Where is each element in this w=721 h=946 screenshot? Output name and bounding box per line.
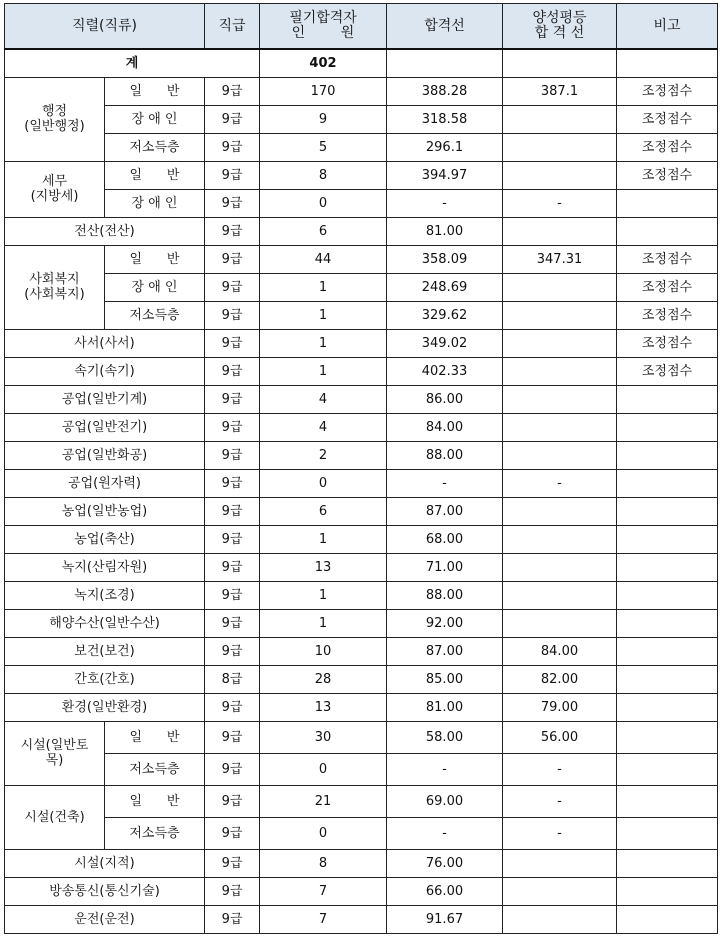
count-cell: 170 bbox=[260, 77, 387, 105]
count-cell: 0 bbox=[260, 469, 387, 497]
table-row bbox=[5, 357, 718, 385]
total-label: 계 bbox=[5, 49, 260, 77]
category-cell: 속기(속기) bbox=[5, 357, 205, 385]
total-row bbox=[5, 49, 718, 77]
equality-cell: 79.00 bbox=[503, 693, 617, 721]
count-cell: 10 bbox=[260, 637, 387, 665]
header-note: 비고 bbox=[617, 4, 718, 50]
table-row bbox=[5, 721, 718, 753]
category-cell: 장 애 인 bbox=[105, 105, 205, 133]
cutoff-cell: 296.1 bbox=[387, 133, 503, 161]
count-cell: 1 bbox=[260, 525, 387, 553]
cutoff-cell: 402.33 bbox=[387, 357, 503, 385]
grade-cell: 9급 bbox=[205, 905, 260, 933]
cutoff-cell: 92.00 bbox=[387, 609, 503, 637]
note-cell bbox=[617, 469, 718, 497]
equality-cell bbox=[503, 609, 617, 637]
grade-cell: 9급 bbox=[205, 301, 260, 329]
count-cell: 13 bbox=[260, 693, 387, 721]
note-cell bbox=[617, 721, 718, 753]
note-cell: 조정점수 bbox=[617, 161, 718, 189]
note-cell bbox=[617, 553, 718, 581]
table-row bbox=[5, 161, 718, 189]
grade-cell: 9급 bbox=[205, 217, 260, 245]
count-cell: 0 bbox=[260, 817, 387, 849]
equality-cell bbox=[503, 525, 617, 553]
table-row bbox=[5, 77, 718, 105]
category-cell: 저소득층 bbox=[105, 817, 205, 849]
table-row bbox=[5, 581, 718, 609]
table-row bbox=[5, 133, 718, 161]
table-row bbox=[5, 849, 718, 877]
equality-cell bbox=[503, 329, 617, 357]
equality-cell: 347.31 bbox=[503, 245, 617, 273]
equality-cell: 56.00 bbox=[503, 721, 617, 753]
note-cell bbox=[617, 525, 718, 553]
count-cell: 44 bbox=[260, 245, 387, 273]
equality-cell: 82.00 bbox=[503, 665, 617, 693]
results-table bbox=[4, 3, 718, 934]
count-cell: 6 bbox=[260, 497, 387, 525]
note-cell: 조정점수 bbox=[617, 105, 718, 133]
count-cell: 4 bbox=[260, 385, 387, 413]
table-row bbox=[5, 441, 718, 469]
total-empty-1 bbox=[387, 49, 503, 77]
count-cell: 6 bbox=[260, 217, 387, 245]
grade-cell: 9급 bbox=[205, 105, 260, 133]
category-cell: 저소득층 bbox=[105, 753, 205, 785]
equality-cell bbox=[503, 581, 617, 609]
table-row bbox=[5, 785, 718, 817]
grade-cell: 9급 bbox=[205, 441, 260, 469]
category-cell: 전산(전산) bbox=[5, 217, 205, 245]
note-cell: 조정점수 bbox=[617, 273, 718, 301]
grade-cell: 9급 bbox=[205, 553, 260, 581]
total-empty-2 bbox=[503, 49, 617, 77]
header-row bbox=[5, 4, 718, 50]
grade-cell: 9급 bbox=[205, 77, 260, 105]
table-row bbox=[5, 693, 718, 721]
count-cell: 30 bbox=[260, 721, 387, 753]
cutoff-cell: 394.97 bbox=[387, 161, 503, 189]
equality-cell bbox=[503, 441, 617, 469]
category-cell: 장 애 인 bbox=[105, 273, 205, 301]
equality-cell bbox=[503, 849, 617, 877]
category-cell: 녹지(조경) bbox=[5, 581, 205, 609]
table-row bbox=[5, 189, 718, 217]
grade-cell: 9급 bbox=[205, 413, 260, 441]
note-cell: 조정점수 bbox=[617, 133, 718, 161]
equality-cell: 84.00 bbox=[503, 637, 617, 665]
table-row bbox=[5, 469, 718, 497]
grade-cell: 9급 bbox=[205, 753, 260, 785]
cutoff-cell: 349.02 bbox=[387, 329, 503, 357]
cutoff-cell: 388.28 bbox=[387, 77, 503, 105]
note-cell: 조정점수 bbox=[617, 357, 718, 385]
note-cell: 조정점수 bbox=[617, 301, 718, 329]
equality-cell: - bbox=[503, 817, 617, 849]
cutoff-cell: - bbox=[387, 817, 503, 849]
table-row bbox=[5, 301, 718, 329]
count-cell: 1 bbox=[260, 581, 387, 609]
category-cell: 공업(원자력) bbox=[5, 469, 205, 497]
note-cell bbox=[617, 905, 718, 933]
grade-cell: 9급 bbox=[205, 357, 260, 385]
equality-cell: - bbox=[503, 753, 617, 785]
category-cell: 일 반 bbox=[105, 785, 205, 817]
note-cell bbox=[617, 753, 718, 785]
equality-cell: - bbox=[503, 785, 617, 817]
count-cell: 0 bbox=[260, 753, 387, 785]
header-passers bbox=[260, 4, 387, 50]
grade-cell: 9급 bbox=[205, 693, 260, 721]
grade-cell: 9급 bbox=[205, 817, 260, 849]
grade-cell: 9급 bbox=[205, 245, 260, 273]
category-cell: 공업(일반기계) bbox=[5, 385, 205, 413]
category-cell: 환경(일반환경) bbox=[5, 693, 205, 721]
table-row bbox=[5, 217, 718, 245]
cutoff-cell: 81.00 bbox=[387, 217, 503, 245]
count-cell: 9 bbox=[260, 105, 387, 133]
cutoff-cell: 88.00 bbox=[387, 581, 503, 609]
cutoff-cell: 91.67 bbox=[387, 905, 503, 933]
group-label: 시설(건축) bbox=[5, 785, 105, 849]
category-cell: 방송통신(통신기술) bbox=[5, 877, 205, 905]
count-cell: 1 bbox=[260, 273, 387, 301]
grade-cell: 9급 bbox=[205, 525, 260, 553]
cutoff-cell: 84.00 bbox=[387, 413, 503, 441]
category-cell: 농업(축산) bbox=[5, 525, 205, 553]
table-row bbox=[5, 753, 718, 785]
table-row bbox=[5, 553, 718, 581]
header-grade: 직급 bbox=[205, 4, 260, 50]
count-cell: 1 bbox=[260, 329, 387, 357]
equality-cell bbox=[503, 161, 617, 189]
cutoff-cell: 358.09 bbox=[387, 245, 503, 273]
note-cell bbox=[617, 693, 718, 721]
header-job-series: 직렬(직류) bbox=[5, 4, 205, 50]
note-cell bbox=[617, 217, 718, 245]
cutoff-cell: 86.00 bbox=[387, 385, 503, 413]
header-equality-line1: 양성평등 bbox=[532, 10, 587, 26]
category-cell: 간호(간호) bbox=[5, 665, 205, 693]
table-row bbox=[5, 329, 718, 357]
cutoff-cell: 88.00 bbox=[387, 441, 503, 469]
category-cell: 저소득층 bbox=[105, 133, 205, 161]
grade-cell: 9급 bbox=[205, 469, 260, 497]
category-cell: 공업(일반전기) bbox=[5, 413, 205, 441]
header-cutoff: 합격선 bbox=[387, 4, 503, 50]
category-cell: 농업(일반농업) bbox=[5, 497, 205, 525]
table-row bbox=[5, 817, 718, 849]
table-row bbox=[5, 385, 718, 413]
equality-cell bbox=[503, 273, 617, 301]
equality-cell: - bbox=[503, 469, 617, 497]
table-row bbox=[5, 413, 718, 441]
cutoff-cell: - bbox=[387, 469, 503, 497]
category-cell: 시설(지적) bbox=[5, 849, 205, 877]
note-cell bbox=[617, 189, 718, 217]
table-row bbox=[5, 105, 718, 133]
note-cell bbox=[617, 413, 718, 441]
group-label: 시설(일반토 목) bbox=[5, 721, 105, 785]
note-cell: 조정점수 bbox=[617, 245, 718, 273]
count-cell: 4 bbox=[260, 413, 387, 441]
grade-cell: 9급 bbox=[205, 877, 260, 905]
equality-cell bbox=[503, 385, 617, 413]
note-cell bbox=[617, 441, 718, 469]
cutoff-cell: - bbox=[387, 753, 503, 785]
note-cell: 조정점수 bbox=[617, 329, 718, 357]
note-cell bbox=[617, 849, 718, 877]
table-row bbox=[5, 497, 718, 525]
table-row bbox=[5, 245, 718, 273]
table-row bbox=[5, 609, 718, 637]
category-cell: 장 애 인 bbox=[105, 189, 205, 217]
count-cell: 7 bbox=[260, 905, 387, 933]
note-cell bbox=[617, 817, 718, 849]
grade-cell: 9급 bbox=[205, 161, 260, 189]
note-cell bbox=[617, 785, 718, 817]
equality-cell bbox=[503, 105, 617, 133]
count-cell: 21 bbox=[260, 785, 387, 817]
cutoff-cell: 248.69 bbox=[387, 273, 503, 301]
equality-cell bbox=[503, 497, 617, 525]
cutoff-cell: 329.62 bbox=[387, 301, 503, 329]
equality-cell bbox=[503, 877, 617, 905]
count-cell: 8 bbox=[260, 161, 387, 189]
equality-cell bbox=[503, 301, 617, 329]
note-cell bbox=[617, 877, 718, 905]
equality-cell bbox=[503, 413, 617, 441]
count-cell: 28 bbox=[260, 665, 387, 693]
note-cell bbox=[617, 637, 718, 665]
count-cell: 8 bbox=[260, 849, 387, 877]
category-cell: 일 반 bbox=[105, 77, 205, 105]
grade-cell: 9급 bbox=[205, 637, 260, 665]
equality-cell: 387.1 bbox=[503, 77, 617, 105]
table-row bbox=[5, 637, 718, 665]
header-passers-line1: 필기합격자 bbox=[289, 10, 357, 26]
note-cell bbox=[617, 665, 718, 693]
category-cell: 저소득층 bbox=[105, 301, 205, 329]
note-cell bbox=[617, 497, 718, 525]
header-equality-cutoff bbox=[503, 4, 617, 50]
cutoff-cell: 85.00 bbox=[387, 665, 503, 693]
grade-cell: 8급 bbox=[205, 665, 260, 693]
cutoff-cell: 318.58 bbox=[387, 105, 503, 133]
table-row bbox=[5, 877, 718, 905]
cutoff-cell: 58.00 bbox=[387, 721, 503, 753]
cutoff-cell: 69.00 bbox=[387, 785, 503, 817]
grade-cell: 9급 bbox=[205, 133, 260, 161]
note-cell bbox=[617, 609, 718, 637]
count-cell: 7 bbox=[260, 877, 387, 905]
header-passers-line2: 인 원 bbox=[291, 25, 355, 41]
table-row bbox=[5, 273, 718, 301]
category-cell: 일 반 bbox=[105, 721, 205, 753]
total-empty-3 bbox=[617, 49, 718, 77]
grade-cell: 9급 bbox=[205, 273, 260, 301]
count-cell: 1 bbox=[260, 301, 387, 329]
grade-cell: 9급 bbox=[205, 609, 260, 637]
grade-cell: 9급 bbox=[205, 849, 260, 877]
table-row bbox=[5, 905, 718, 933]
cutoff-cell: 68.00 bbox=[387, 525, 503, 553]
category-cell: 보건(보건) bbox=[5, 637, 205, 665]
group-label: 행정 (일반행정) bbox=[5, 77, 105, 161]
group-label: 사회복지 (사회복지) bbox=[5, 245, 105, 329]
equality-cell: - bbox=[503, 189, 617, 217]
grade-cell: 9급 bbox=[205, 785, 260, 817]
category-cell: 일 반 bbox=[105, 161, 205, 189]
category-cell: 공업(일반화공) bbox=[5, 441, 205, 469]
cutoff-cell: 81.00 bbox=[387, 693, 503, 721]
grade-cell: 9급 bbox=[205, 497, 260, 525]
note-cell: 조정점수 bbox=[617, 77, 718, 105]
table-row bbox=[5, 525, 718, 553]
category-cell: 운전(운전) bbox=[5, 905, 205, 933]
note-cell bbox=[617, 385, 718, 413]
count-cell: 1 bbox=[260, 609, 387, 637]
cutoff-cell: 87.00 bbox=[387, 497, 503, 525]
cutoff-cell: 76.00 bbox=[387, 849, 503, 877]
cutoff-cell: 71.00 bbox=[387, 553, 503, 581]
grade-cell: 9급 bbox=[205, 385, 260, 413]
grade-cell: 9급 bbox=[205, 581, 260, 609]
table-row bbox=[5, 665, 718, 693]
header-equality-line2: 합 격 선 bbox=[534, 25, 585, 41]
total-count: 402 bbox=[260, 49, 387, 77]
equality-cell bbox=[503, 553, 617, 581]
cutoff-cell: - bbox=[387, 189, 503, 217]
category-cell: 녹지(산림자원) bbox=[5, 553, 205, 581]
grade-cell: 9급 bbox=[205, 329, 260, 357]
cutoff-cell: 66.00 bbox=[387, 877, 503, 905]
equality-cell bbox=[503, 357, 617, 385]
grade-cell: 9급 bbox=[205, 189, 260, 217]
note-cell bbox=[617, 581, 718, 609]
category-cell: 일 반 bbox=[105, 245, 205, 273]
equality-cell bbox=[503, 133, 617, 161]
count-cell: 13 bbox=[260, 553, 387, 581]
count-cell: 0 bbox=[260, 189, 387, 217]
category-cell: 사서(사서) bbox=[5, 329, 205, 357]
equality-cell bbox=[503, 217, 617, 245]
cutoff-cell: 87.00 bbox=[387, 637, 503, 665]
category-cell: 해양수산(일반수산) bbox=[5, 609, 205, 637]
equality-cell bbox=[503, 905, 617, 933]
count-cell: 5 bbox=[260, 133, 387, 161]
count-cell: 2 bbox=[260, 441, 387, 469]
group-label: 세무 (지방세) bbox=[5, 161, 105, 217]
count-cell: 1 bbox=[260, 357, 387, 385]
grade-cell: 9급 bbox=[205, 721, 260, 753]
